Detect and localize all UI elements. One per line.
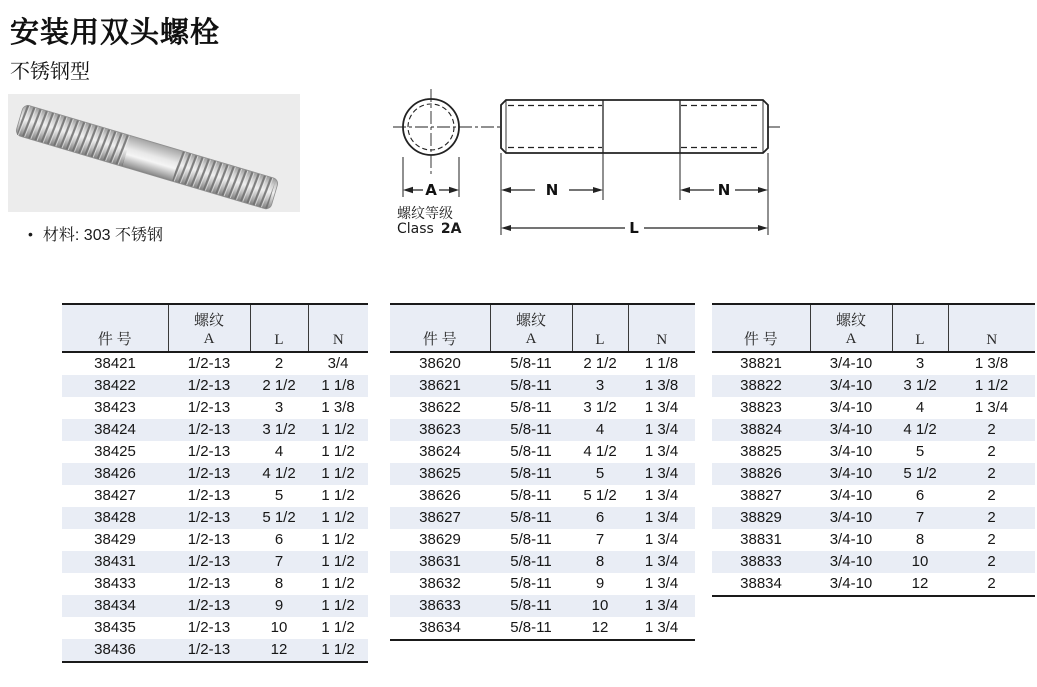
part-no-cell: 38426 xyxy=(94,465,136,482)
table-row xyxy=(390,617,695,640)
thread-a-cell: 1/2-13 xyxy=(187,465,231,482)
n-cell: 1 3/4 xyxy=(644,553,679,570)
part-no-cell: 38831 xyxy=(740,531,782,548)
thread-a-cell: 1/2-13 xyxy=(187,509,231,526)
thread-a-cell: 3/4-10 xyxy=(829,465,873,482)
thread-a-header: 螺纹 A xyxy=(810,304,892,352)
table-row xyxy=(390,419,695,441)
l-cell: 9 xyxy=(274,597,284,614)
material-note xyxy=(28,222,163,245)
dim-l-label: L xyxy=(629,219,639,237)
n-cell: 2 xyxy=(987,487,996,504)
table-row xyxy=(62,397,368,419)
table-row xyxy=(712,375,1035,397)
table-row xyxy=(712,419,1035,441)
n-cell: 1 3/4 xyxy=(644,465,679,482)
l-header: L xyxy=(250,304,308,352)
table-row xyxy=(390,397,695,419)
n-cell: 1 3/4 xyxy=(644,421,679,438)
table-header xyxy=(390,304,695,352)
technical-drawing xyxy=(385,85,790,250)
thread-a-cell: 1/2-13 xyxy=(187,421,231,438)
n-cell: 1 1/2 xyxy=(974,377,1009,394)
l-cell: 8 xyxy=(595,553,605,570)
n-cell: 1 3/4 xyxy=(644,597,679,614)
n-cell: 2 xyxy=(987,553,996,570)
table-row xyxy=(712,551,1035,573)
thread-a-cell: 5/8-11 xyxy=(510,619,552,636)
page-subtitle: 不锈钢型 xyxy=(10,61,90,83)
part-no-cell: 38826 xyxy=(740,465,782,482)
thread-a-cell: 5/8-11 xyxy=(510,355,552,372)
page-title: 安装用双头螺栓 xyxy=(10,17,221,49)
arrow-right-icon xyxy=(593,187,603,193)
l-cell: 2 1/2 xyxy=(583,355,617,372)
l-cell: 10 xyxy=(270,619,288,636)
table-row xyxy=(62,441,368,463)
l-cell: 4 xyxy=(915,399,925,416)
thread-a-cell: 3/4-10 xyxy=(829,553,873,570)
l-header: L xyxy=(572,304,628,352)
table-row xyxy=(390,573,695,595)
stud-outline xyxy=(501,100,768,153)
n-cell: 2 xyxy=(987,443,996,460)
thread-a-cell: 5/8-11 xyxy=(510,597,552,614)
table-row xyxy=(62,375,368,397)
part-no-cell: 38436 xyxy=(94,641,136,658)
thread-a-cell: 1/2-13 xyxy=(187,531,231,548)
l-cell: 4 1/2 xyxy=(903,421,937,438)
part-no-header: 件 号 xyxy=(712,304,810,352)
n-cell: 1 3/4 xyxy=(974,399,1009,416)
n-cell: 1 1/2 xyxy=(321,487,355,504)
product-photo xyxy=(8,94,300,212)
thread-a-cell: 3/4-10 xyxy=(829,399,873,416)
thread-a-cell: 3/4-10 xyxy=(829,443,873,460)
part-no-cell: 38823 xyxy=(740,399,782,416)
part-no-cell: 38631 xyxy=(419,553,461,570)
part-no-cell: 38424 xyxy=(94,421,136,438)
n-cell: 2 xyxy=(987,465,996,482)
part-no-cell: 38834 xyxy=(740,575,782,592)
thread-a-cell: 1/2-13 xyxy=(187,641,231,658)
table-row xyxy=(712,529,1035,551)
l-cell: 6 xyxy=(595,509,605,526)
part-no-cell: 38421 xyxy=(94,355,136,372)
n-cell: 3/4 xyxy=(327,355,349,372)
l-cell: 5 1/2 xyxy=(583,487,617,504)
part-no-cell: 38829 xyxy=(740,509,782,526)
l-cell: 3 1/2 xyxy=(262,421,296,438)
part-no-cell: 38634 xyxy=(419,619,461,636)
material-text: 材料: 303 不锈钢 xyxy=(42,227,163,244)
parts-table-3 xyxy=(712,303,1035,597)
table-row xyxy=(712,352,1035,375)
n-cell: 1 1/2 xyxy=(321,443,355,460)
thread-a-cell: 5/8-11 xyxy=(510,553,552,570)
thread-a-cell: 5/8-11 xyxy=(510,531,552,548)
part-no-cell: 38620 xyxy=(419,355,461,372)
n-cell: 1 3/4 xyxy=(644,487,679,504)
thread-a-cell: 1/2-13 xyxy=(187,355,231,372)
l-cell: 10 xyxy=(911,553,929,570)
thread-a-cell: 5/8-11 xyxy=(510,377,552,394)
n-cell: 1 3/4 xyxy=(644,443,679,460)
n-cell: 1 3/4 xyxy=(644,531,679,548)
n-cell: 1 3/4 xyxy=(644,399,679,416)
n-cell: 1 3/4 xyxy=(644,575,679,592)
table-row xyxy=(62,595,368,617)
part-no-cell: 38627 xyxy=(419,509,461,526)
l-cell: 7 xyxy=(274,553,284,570)
l-cell: 3 xyxy=(595,377,605,394)
table-row xyxy=(390,595,695,617)
part-no-cell: 38423 xyxy=(94,399,136,416)
dim-n-left-label: N xyxy=(545,181,559,199)
thread-a-header: 螺纹 A xyxy=(490,304,572,352)
l-cell: 5 1/2 xyxy=(262,509,296,526)
parts-table-2 xyxy=(390,303,695,641)
thread-a-cell: 3/4-10 xyxy=(829,487,873,504)
bullet-icon: • xyxy=(28,226,33,242)
thread-a-cell: 5/8-11 xyxy=(510,575,552,592)
part-no-header: 件 号 xyxy=(390,304,490,352)
part-no-cell: 38623 xyxy=(419,421,461,438)
thread-a-cell: 3/4-10 xyxy=(829,421,873,438)
part-no-cell: 38425 xyxy=(94,443,136,460)
part-no-cell: 38621 xyxy=(419,377,461,394)
part-no-cell: 38822 xyxy=(740,377,782,394)
l-cell: 3 xyxy=(915,355,925,372)
n-cell: 1 1/2 xyxy=(321,597,355,614)
l-cell: 4 1/2 xyxy=(583,443,617,460)
l-cell: 4 xyxy=(274,443,284,460)
l-cell: 4 xyxy=(595,421,605,438)
l-cell: 5 xyxy=(595,465,605,482)
l-cell: 12 xyxy=(591,619,609,636)
part-no-cell: 38824 xyxy=(740,421,782,438)
part-no-cell: 38429 xyxy=(94,531,136,548)
n-cell: 1 3/4 xyxy=(644,619,679,636)
l-header: L xyxy=(892,304,948,352)
stud-bolt-image xyxy=(8,94,300,212)
part-no-cell: 38825 xyxy=(740,443,782,460)
table-header xyxy=(712,304,1035,352)
table-row xyxy=(712,397,1035,419)
n-header: N xyxy=(308,304,368,352)
arrow-right-icon xyxy=(449,187,459,193)
l-cell: 3 xyxy=(274,399,284,416)
dim-n-right-label: N xyxy=(717,181,731,199)
thread-a-cell: 5/8-11 xyxy=(510,465,552,482)
l-cell: 7 xyxy=(595,531,605,548)
table-row xyxy=(712,507,1035,529)
table-row xyxy=(62,352,368,375)
l-cell: 6 xyxy=(274,531,284,548)
part-no-cell: 38632 xyxy=(419,575,461,592)
thread-a-cell: 5/8-11 xyxy=(510,399,552,416)
l-cell: 4 1/2 xyxy=(262,465,296,482)
thread-a-header: 螺纹 A xyxy=(168,304,250,352)
arrow-left-icon xyxy=(403,187,413,193)
l-cell: 7 xyxy=(915,509,925,526)
l-cell: 12 xyxy=(270,641,288,658)
l-cell: 3 1/2 xyxy=(583,399,617,416)
thread-a-cell: 3/4-10 xyxy=(829,377,873,394)
n-cell: 1 3/8 xyxy=(974,355,1009,372)
thread-a-cell: 3/4-10 xyxy=(829,355,873,372)
table-body xyxy=(712,352,1035,596)
n-cell: 2 xyxy=(987,509,996,526)
table-row xyxy=(390,507,695,529)
n-cell: 1 1/2 xyxy=(321,421,355,438)
table-body xyxy=(390,352,695,640)
n-cell: 1 1/2 xyxy=(321,641,355,658)
n-cell: 1 3/4 xyxy=(644,509,679,526)
arrow-right-icon xyxy=(758,225,768,231)
arrow-right-icon xyxy=(758,187,768,193)
thread-a-cell: 1/2-13 xyxy=(187,377,231,394)
l-cell: 9 xyxy=(595,575,605,592)
part-no-cell: 38625 xyxy=(419,465,461,482)
table-row xyxy=(62,639,368,662)
thread-a-cell: 1/2-13 xyxy=(187,553,231,570)
n-header: N xyxy=(628,304,695,352)
n-cell: 1 1/2 xyxy=(321,553,355,570)
thread-a-cell: 5/8-11 xyxy=(510,509,552,526)
table-row xyxy=(62,419,368,441)
table-row xyxy=(390,375,695,397)
thread-a-cell: 1/2-13 xyxy=(187,399,231,416)
table-row xyxy=(712,485,1035,507)
part-no-cell: 38633 xyxy=(419,597,461,614)
thread-a-cell: 5/8-11 xyxy=(510,443,552,460)
table-row xyxy=(62,463,368,485)
thread-a-cell: 1/2-13 xyxy=(187,443,231,460)
l-cell: 12 xyxy=(911,575,929,592)
part-no-cell: 38624 xyxy=(419,443,461,460)
parts-table-1 xyxy=(62,303,368,663)
table-row xyxy=(390,551,695,573)
arrow-left-icon xyxy=(680,187,690,193)
table-row xyxy=(712,441,1035,463)
n-cell: 1 1/2 xyxy=(321,619,355,636)
l-cell: 2 xyxy=(274,355,284,372)
l-cell: 8 xyxy=(915,531,925,548)
table-header xyxy=(62,304,368,352)
n-cell: 1 1/8 xyxy=(644,355,679,372)
n-cell: 2 xyxy=(987,421,996,438)
table-row xyxy=(390,352,695,375)
table-row xyxy=(712,463,1035,485)
part-no-cell: 38629 xyxy=(419,531,461,548)
l-cell: 2 1/2 xyxy=(262,377,296,394)
table-body xyxy=(62,352,368,662)
table-row xyxy=(62,507,368,529)
thread-a-cell: 3/4-10 xyxy=(829,531,873,548)
dim-a-label: A xyxy=(425,181,437,199)
l-cell: 10 xyxy=(591,597,609,614)
part-no-cell: 38433 xyxy=(94,575,136,592)
arrow-left-icon xyxy=(501,225,511,231)
thread-a-cell: 3/4-10 xyxy=(829,509,873,526)
part-no-cell: 38827 xyxy=(740,487,782,504)
part-no-cell: 38622 xyxy=(419,399,461,416)
n-cell: 1 1/2 xyxy=(321,509,355,526)
n-cell: 1 1/8 xyxy=(321,377,355,394)
n-cell: 1 1/2 xyxy=(321,465,355,482)
part-no-cell: 38422 xyxy=(94,377,136,394)
table-row xyxy=(390,529,695,551)
thread-a-cell: 1/2-13 xyxy=(187,619,231,636)
l-cell: 5 xyxy=(274,487,284,504)
part-no-cell: 38833 xyxy=(740,553,782,570)
table-row xyxy=(62,573,368,595)
table-row xyxy=(390,441,695,463)
thread-a-cell: 1/2-13 xyxy=(187,487,231,504)
n-cell: 2 xyxy=(987,531,996,548)
thread-a-cell: 1/2-13 xyxy=(187,575,231,592)
arrow-left-icon xyxy=(501,187,511,193)
n-cell: 1 3/8 xyxy=(644,377,679,394)
part-no-cell: 38821 xyxy=(740,355,782,372)
l-cell: 3 1/2 xyxy=(903,377,937,394)
table-row xyxy=(390,485,695,507)
part-no-cell: 38626 xyxy=(419,487,461,504)
table-row xyxy=(62,551,368,573)
part-no-header: 件 号 xyxy=(62,304,168,352)
n-cell: 2 xyxy=(987,575,996,592)
thread-a-cell: 5/8-11 xyxy=(510,421,552,438)
n-cell: 1 1/2 xyxy=(321,575,355,592)
part-no-cell: 38427 xyxy=(94,487,136,504)
n-cell: 1 3/8 xyxy=(321,399,355,416)
l-cell: 5 xyxy=(915,443,925,460)
part-no-cell: 38431 xyxy=(94,553,136,570)
thread-a-cell: 1/2-13 xyxy=(187,597,231,614)
part-no-cell: 38434 xyxy=(94,597,136,614)
thread-class-cjk: 螺纹等级 xyxy=(397,206,453,222)
table-row xyxy=(62,485,368,507)
table-row xyxy=(62,529,368,551)
n-header: N xyxy=(948,304,1035,352)
l-cell: 6 xyxy=(915,487,925,504)
table-row xyxy=(62,617,368,639)
thread-class-label: Class 2A xyxy=(397,221,462,237)
n-cell: 1 1/2 xyxy=(321,531,355,548)
thread-a-cell: 5/8-11 xyxy=(510,487,552,504)
l-cell: 5 1/2 xyxy=(903,465,937,482)
part-no-cell: 38428 xyxy=(94,509,136,526)
table-row xyxy=(390,463,695,485)
thread-a-cell: 3/4-10 xyxy=(829,575,873,592)
part-no-cell: 38435 xyxy=(94,619,136,636)
l-cell: 8 xyxy=(274,575,284,592)
table-row xyxy=(712,573,1035,596)
